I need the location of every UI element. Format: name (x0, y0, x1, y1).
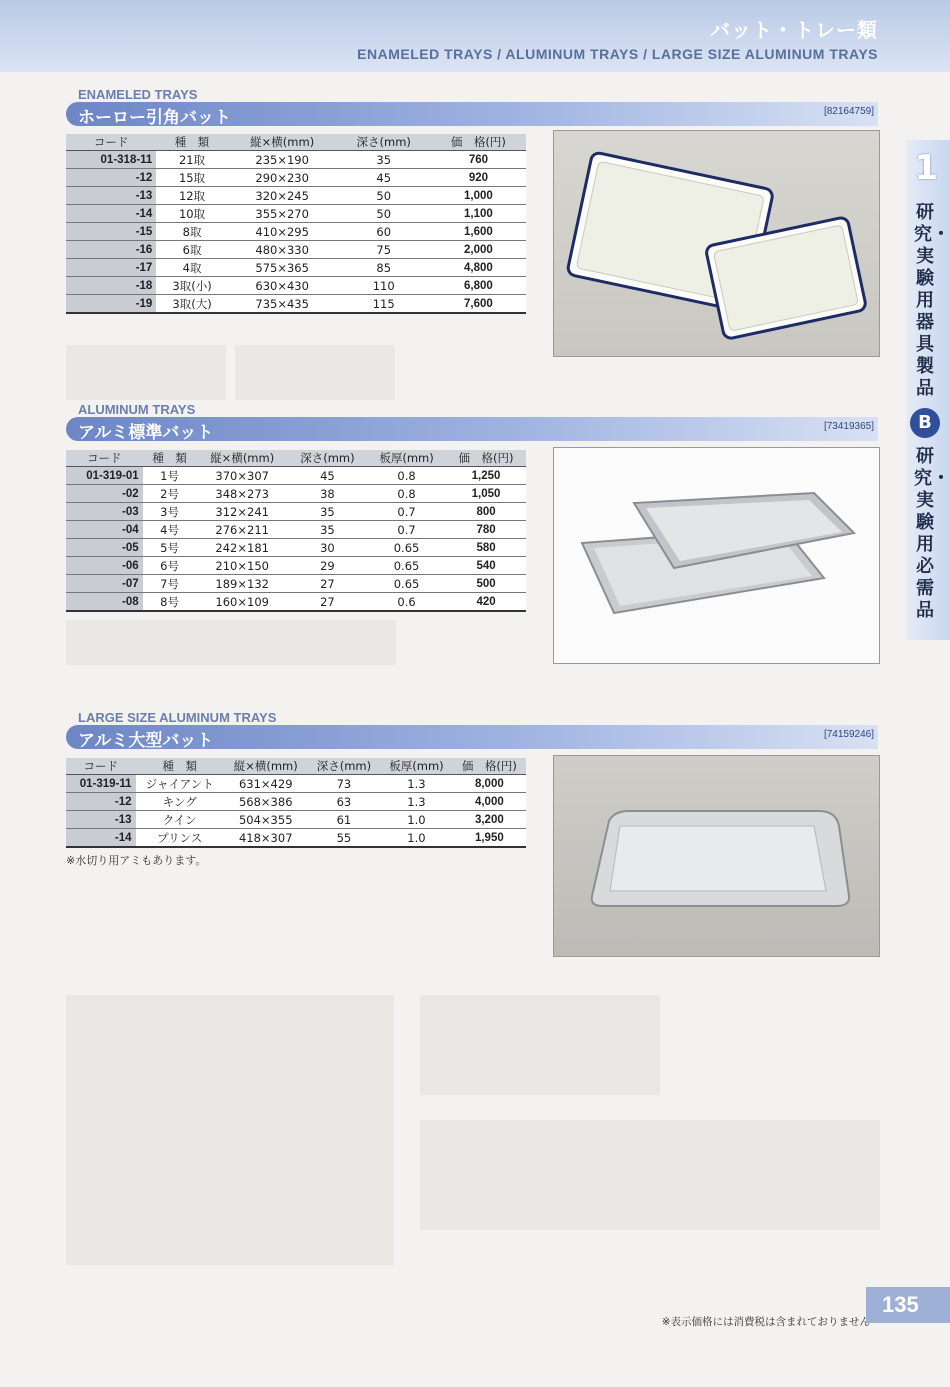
table-cell: 30 (288, 539, 367, 557)
table-cell: 480×330 (228, 241, 337, 259)
table-cell: 10取 (156, 205, 227, 223)
table-cell: -14 (66, 829, 136, 848)
table-cell: -05 (66, 539, 143, 557)
section-label-en: ENAMELED TRAYS (78, 87, 198, 102)
table-row (66, 169, 526, 187)
table-row (66, 775, 526, 793)
table-cell: 35 (337, 151, 431, 169)
table-cell: 1,950 (453, 829, 526, 848)
large-spec-table (66, 758, 526, 848)
table-cell: -03 (66, 503, 143, 521)
table-cell: 61 (308, 811, 381, 829)
table-row (66, 539, 526, 557)
table-cell: 0.8 (367, 485, 446, 503)
table-cell: 6,800 (431, 277, 526, 295)
table-cell: 1.0 (380, 811, 453, 829)
ghost-diagram (235, 345, 395, 400)
table-cell: 355×270 (228, 205, 337, 223)
table-row (66, 811, 526, 829)
table-cell: 3取(小) (156, 277, 227, 295)
column-header: 板厚(mm) (380, 758, 453, 775)
table-cell: プリンス (136, 829, 224, 848)
table-cell: -12 (66, 793, 136, 811)
table-cell: 0.65 (367, 557, 446, 575)
page-header (0, 0, 950, 72)
table-row (66, 521, 526, 539)
table-cell: キング (136, 793, 224, 811)
table-cell: 0.65 (367, 575, 446, 593)
table-cell: 6号 (143, 557, 197, 575)
table-cell: 1,100 (431, 205, 526, 223)
table-row (66, 187, 526, 205)
table-cell: 45 (288, 467, 367, 485)
column-header: 価 格(円) (446, 450, 526, 467)
column-header: 縦×横(mm) (228, 134, 337, 151)
table-cell: -04 (66, 521, 143, 539)
aluminum-tray-photo (553, 447, 880, 664)
footnote: ※水切り用アミもあります。 (66, 854, 207, 867)
table-cell: -19 (66, 295, 156, 314)
table-cell: 3取(大) (156, 295, 227, 314)
ghost-photo (66, 995, 394, 1265)
table-cell: 348×273 (197, 485, 288, 503)
chapter-number: 1 (914, 148, 938, 188)
table-cell: 15取 (156, 169, 227, 187)
table-cell: 0.65 (367, 539, 446, 557)
table-cell: 27 (288, 575, 367, 593)
table-cell: 63 (308, 793, 381, 811)
table-cell: 7,600 (431, 295, 526, 314)
table-cell: 21取 (156, 151, 227, 169)
table-cell: 0.6 (367, 593, 446, 612)
section-label-en: LARGE SIZE ALUMINUM TRAYS (78, 710, 277, 725)
table-cell: 45 (337, 169, 431, 187)
table-row (66, 793, 526, 811)
header-title-jp: バット・トレー類 (710, 18, 878, 42)
column-header: 深さ(mm) (308, 758, 381, 775)
product-code: [82164759] (823, 106, 874, 117)
table-cell: 580 (446, 539, 526, 557)
table-cell: 1.3 (380, 793, 453, 811)
table-cell: -06 (66, 557, 143, 575)
table-cell: 73 (308, 775, 381, 793)
table-cell: 4,800 (431, 259, 526, 277)
table-row (66, 277, 526, 295)
table-cell: 50 (337, 205, 431, 223)
table-cell: 418×307 (224, 829, 308, 848)
product-code: [73419365] (823, 421, 874, 432)
page-number: 135 (866, 1287, 950, 1323)
table-cell: 4号 (143, 521, 197, 539)
table-cell: 75 (337, 241, 431, 259)
table-cell: 1.0 (380, 829, 453, 848)
table-cell: 504×355 (224, 811, 308, 829)
table-cell: 1,000 (431, 187, 526, 205)
ghost-table (420, 1120, 880, 1230)
ghost-diagram (66, 345, 226, 400)
table-row (66, 223, 526, 241)
tax-note: ※表示価格には消費税は含まれておりません (661, 1316, 870, 1328)
table-cell: 630×430 (228, 277, 337, 295)
table-cell: -15 (66, 223, 156, 241)
column-header: コード (66, 758, 136, 775)
section-title-bar (66, 725, 878, 749)
table-cell: 115 (337, 295, 431, 314)
table-cell: -13 (66, 811, 136, 829)
table-row (66, 575, 526, 593)
table-cell: -07 (66, 575, 143, 593)
table-cell: 276×211 (197, 521, 288, 539)
table-cell: -12 (66, 169, 156, 187)
column-header: 板厚(mm) (367, 450, 446, 467)
table-cell: 01-319-01 (66, 467, 143, 485)
table-cell: 55 (308, 829, 381, 848)
ghost-diagram (420, 995, 660, 1095)
table-row (66, 829, 526, 848)
column-header: コード (66, 134, 156, 151)
table-row (66, 593, 526, 612)
section-label-en: ALUMINUM TRAYS (78, 402, 196, 417)
table-row (66, 259, 526, 277)
table-cell: 312×241 (197, 503, 288, 521)
table-cell: 1.3 (380, 775, 453, 793)
section-title: アルミ大型バット (78, 731, 214, 751)
enameled-tray-image (554, 131, 879, 356)
table-cell: 780 (446, 521, 526, 539)
table-cell: -17 (66, 259, 156, 277)
table-cell: 2号 (143, 485, 197, 503)
table-cell: 631×429 (224, 775, 308, 793)
table-cell: 320×245 (228, 187, 337, 205)
large-tray-image (554, 756, 879, 956)
chapter-label: 研究・実験用器具製品 (914, 202, 950, 399)
table-cell: 540 (446, 557, 526, 575)
table-cell: 27 (288, 593, 367, 612)
header-title-en: ENAMELED TRAYS / ALUMINUM TRAYS / LARGE SIZE ALUMINUM TRAYS (357, 46, 878, 62)
column-header: 種 類 (143, 450, 197, 467)
table-cell: 8号 (143, 593, 197, 612)
table-cell: 800 (446, 503, 526, 521)
table-cell: 01-319-11 (66, 775, 136, 793)
table-cell: 4,000 (453, 793, 526, 811)
section-title-bar (66, 417, 878, 441)
table-cell: 12取 (156, 187, 227, 205)
table-cell: 290×230 (228, 169, 337, 187)
table-row (66, 295, 526, 314)
table-cell: 735×435 (228, 295, 337, 314)
table-cell: 1,050 (446, 485, 526, 503)
table-cell: -14 (66, 205, 156, 223)
table-cell: 50 (337, 187, 431, 205)
table-cell: 920 (431, 169, 526, 187)
table-cell: 5号 (143, 539, 197, 557)
table-row (66, 557, 526, 575)
table-cell: 6取 (156, 241, 227, 259)
table-cell: ジャイアント (136, 775, 224, 793)
table-cell: -02 (66, 485, 143, 503)
table-cell: 189×132 (197, 575, 288, 593)
table-cell: 568×386 (224, 793, 308, 811)
table-row (66, 467, 526, 485)
table-row (66, 205, 526, 223)
table-cell: -13 (66, 187, 156, 205)
table-cell: 4取 (156, 259, 227, 277)
section-label: 研究・実験用必需品 (914, 446, 950, 621)
table-cell: 575×365 (228, 259, 337, 277)
table-cell: 210×150 (197, 557, 288, 575)
table-cell: 410×295 (228, 223, 337, 241)
table-cell: 01-318-11 (66, 151, 156, 169)
column-header: コード (66, 450, 143, 467)
table-cell: 60 (337, 223, 431, 241)
enameled-spec-table (66, 134, 526, 314)
section-title: ホーロー引角バット (78, 108, 231, 128)
table-cell: 110 (337, 277, 431, 295)
table-cell: 0.8 (367, 467, 446, 485)
column-header: 価 格(円) (453, 758, 526, 775)
table-cell: 85 (337, 259, 431, 277)
table-cell: 370×307 (197, 467, 288, 485)
table-cell: 3号 (143, 503, 197, 521)
section-badge: B (910, 408, 940, 438)
table-cell: 29 (288, 557, 367, 575)
table-cell: 7号 (143, 575, 197, 593)
table-cell: 8,000 (453, 775, 526, 793)
column-header: 深さ(mm) (337, 134, 431, 151)
product-code: [74159246] (823, 729, 874, 740)
aluminum-spec-table (66, 450, 526, 612)
table-cell: 8取 (156, 223, 227, 241)
table-cell: 3,200 (453, 811, 526, 829)
table-cell: 1号 (143, 467, 197, 485)
table-row (66, 503, 526, 521)
table-cell: -08 (66, 593, 143, 612)
table-cell: 760 (431, 151, 526, 169)
table-cell: 1,250 (446, 467, 526, 485)
table-cell: 160×109 (197, 593, 288, 612)
table-cell: -16 (66, 241, 156, 259)
table-cell: クイン (136, 811, 224, 829)
large-tray-photo (553, 755, 880, 957)
table-cell: 242×181 (197, 539, 288, 557)
table-cell: 420 (446, 593, 526, 612)
enameled-tray-photo (553, 130, 880, 357)
table-row (66, 485, 526, 503)
table-cell: 35 (288, 503, 367, 521)
section-title: アルミ標準バット (78, 423, 214, 443)
table-cell: 0.7 (367, 503, 446, 521)
column-header: 種 類 (156, 134, 227, 151)
column-header: 種 類 (136, 758, 224, 775)
column-header: 価 格(円) (431, 134, 526, 151)
table-row (66, 151, 526, 169)
table-cell: 500 (446, 575, 526, 593)
column-header: 縦×横(mm) (197, 450, 288, 467)
table-cell: -18 (66, 277, 156, 295)
aluminum-tray-image (554, 448, 879, 663)
table-cell: 235×190 (228, 151, 337, 169)
table-cell: 0.7 (367, 521, 446, 539)
column-header: 深さ(mm) (288, 450, 367, 467)
table-cell: 35 (288, 521, 367, 539)
column-header: 縦×横(mm) (224, 758, 308, 775)
table-cell: 1,600 (431, 223, 526, 241)
table-row (66, 241, 526, 259)
table-cell: 2,000 (431, 241, 526, 259)
ghost-diagram (66, 620, 396, 665)
table-cell: 38 (288, 485, 367, 503)
section-title-bar (66, 102, 878, 126)
